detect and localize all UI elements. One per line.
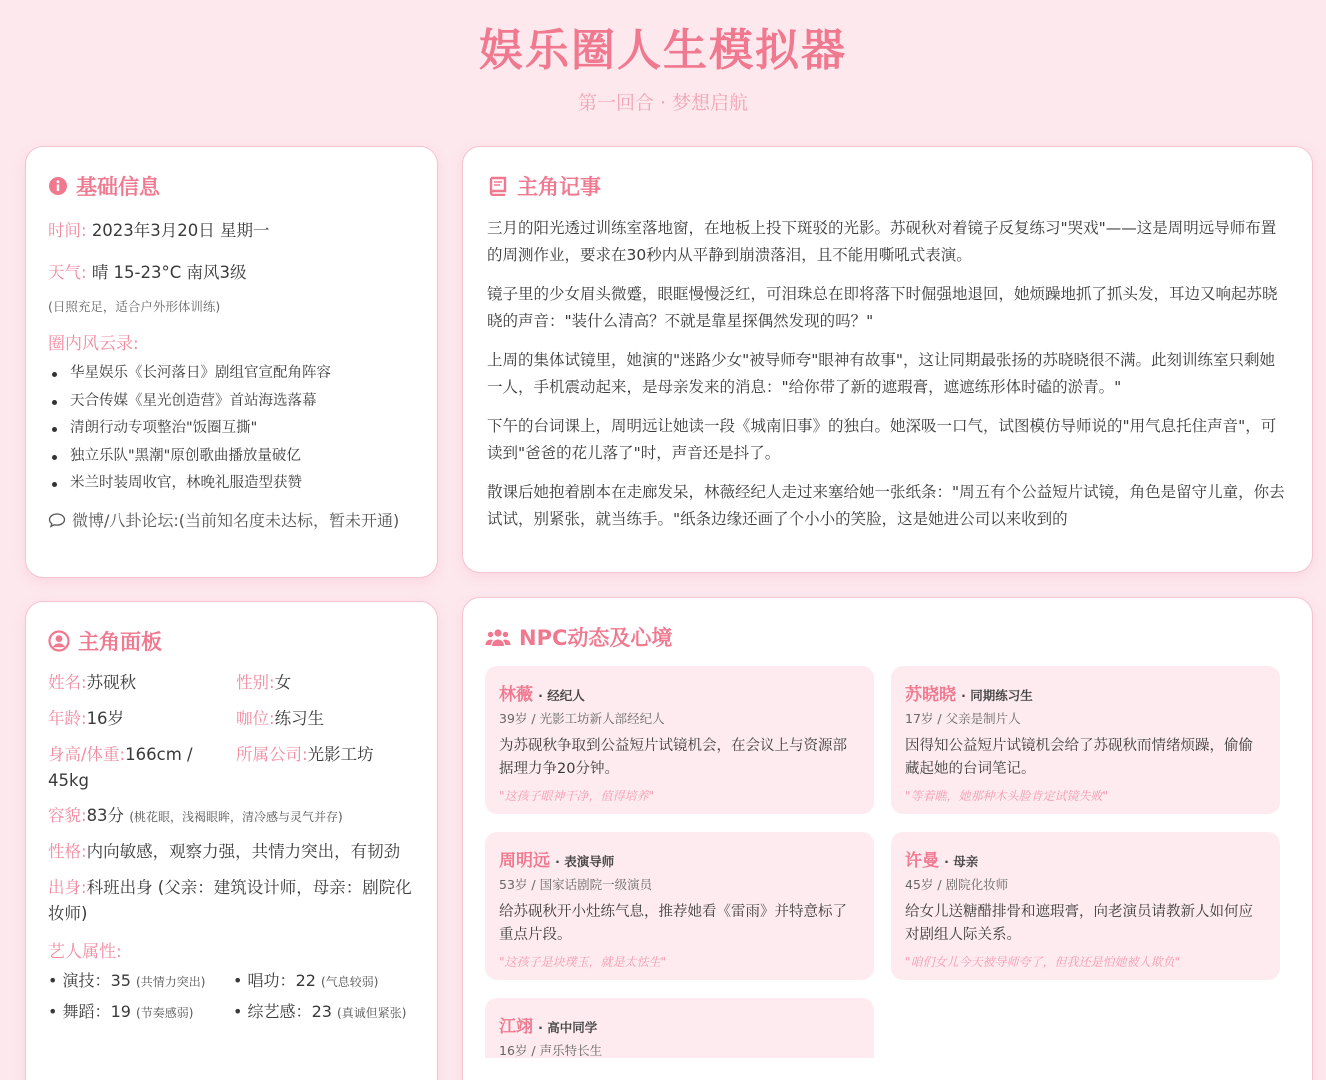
npc-action: 因得知公益短片试镜机会给了苏砚秋而情绪烦躁，偷偷藏起她的台词笔记。 <box>905 738 1253 777</box>
basic-info-header <box>48 171 415 201</box>
basic-info-title: 基础信息 <box>76 175 160 199</box>
profile-header <box>48 626 415 656</box>
name-label: 姓名: <box>48 673 87 692</box>
npc-quote: "咱们女儿今天被导师夸了，但我还是怕她被人欺负" <box>905 955 1181 969</box>
story-card <box>462 146 1313 573</box>
gender-field <box>236 670 415 696</box>
rank-value: 练习生 <box>274 709 325 728</box>
npc-name: 许曼 <box>905 851 939 871</box>
npc-role: · 经纪人 <box>538 688 585 703</box>
npc-meta: 45岁 / 剧院化妆师 <box>905 877 1009 892</box>
npc-action: 为苏砚秋争取到公益短片试镜机会，在会议上与资源部据理力争20分钟。 <box>499 738 847 777</box>
npc-meta: 53岁 / 国家话剧院一级演员 <box>499 877 653 892</box>
origin-label: 出身: <box>48 878 87 897</box>
basic-info-card <box>25 146 438 578</box>
origin-value: 科班出身 (父亲：建筑设计师，母亲：剧院化妆师) <box>48 878 412 923</box>
news-item: 清朗行动专项整治"饭圈互撕" <box>48 415 415 443</box>
user-circle-icon <box>48 630 70 652</box>
profile-title: 主角面板 <box>78 630 162 654</box>
height-field <box>48 742 236 794</box>
attrs-label: 艺人属性: <box>48 942 122 962</box>
personality-label: 性格: <box>48 842 87 861</box>
attr-value: 22 <box>295 971 316 990</box>
users-icon <box>485 627 511 647</box>
forum-text: 微博/八卦论坛:(当前知名度未达标，暂未开通) <box>72 510 400 530</box>
news-list <box>48 360 415 498</box>
attr-value: 23 <box>311 1002 332 1021</box>
weather-row <box>48 259 415 283</box>
attr-name: 舞蹈 <box>62 1002 95 1021</box>
npc-action: 给苏砚秋开小灶练气息，推荐她看《雷雨》并特意标了重点片段。 <box>499 904 847 943</box>
height-company-row <box>48 742 415 794</box>
name-field <box>48 670 236 696</box>
time-value: 2023年3月20日 星期一 <box>91 221 270 240</box>
story-title: 主角记事 <box>517 175 601 199</box>
npc-name: 林薇 <box>499 685 533 705</box>
npc-meta: 16岁 / 声乐特长生 <box>499 1043 603 1058</box>
company-value: 光影工坊 <box>307 745 374 764</box>
npc-card-jiangyi[interactable] <box>485 998 874 1058</box>
page-title: 娱乐圈人生模拟器 <box>479 25 847 76</box>
gender-label: 性别: <box>236 673 275 692</box>
story-paragraph: 镜子里的少女眉头微蹙，眼眶慢慢泛红，可泪珠总在即将落下时倔强地退回，她烦躁地抓了抓头发，耳边又响起苏晓晓的声音："装什么清高？不就是靠星探偶然发现的吗？" <box>487 285 1278 330</box>
npc-card-suxiaoxiao[interactable] <box>891 666 1280 814</box>
attr-dance: • 舞蹈：19 (节奏感弱) <box>48 1002 194 1021</box>
page-subtitle: 第一回合 · 梦想启航 <box>577 92 749 114</box>
weather-note: (日照充足，适合户外形体训练) <box>48 299 221 314</box>
weather-value: 晴 15-23°C 南风3级 <box>91 263 247 282</box>
story-paragraph: 三月的阳光透过训练室落地窗，在地板上投下斑驳的光影。苏砚秋对着镜子反复练习"哭戏"——这是周明远导师布置的周测作业，要求在30秒内从平静到崩溃落泪，且不能用嘶吼式表演。 <box>487 219 1277 264</box>
attr-value: 19 <box>110 1002 131 1021</box>
time-label: 时间: <box>48 221 87 240</box>
npc-card-linwei[interactable] <box>485 666 874 814</box>
npc-quote: "等着瞧，她那种木头脸肯定试镜失败" <box>905 789 1109 803</box>
height-value: 166cm / 45kg <box>48 745 193 790</box>
age-field <box>48 706 236 732</box>
npc-card-xuman[interactable] <box>891 832 1280 980</box>
attr-note: (节奏感弱) <box>136 1006 194 1020</box>
story-paragraph: 上周的集体试镜里，她演的"迷路少女"被导师夸"眼神有故事"，这让同期最张扬的苏晓晓很不满。此刻训练室只剩她一人，手机震动起来，是母亲发来的消息："给你带了新的遮瑕膏，遮遮练形体时磕的淤青。" <box>487 351 1276 396</box>
personality-value: 内向敏感，观察力强，共情力突出，有韧劲 <box>86 842 401 861</box>
time-row <box>48 217 415 241</box>
npc-role: · 同期练习生 <box>961 688 1033 703</box>
npc-role: · 高中同学 <box>538 1020 598 1035</box>
looks-note: (桃花眼，浅褐眼眸，清冷感与灵气并存) <box>129 810 343 824</box>
story-paragraph: 散课后她抱着剧本在走廊发呆，林薇经纪人走过来塞给她一张纸条："周五有个公益短片试镜，角色是留守儿童，你去试试，别紧张，就当练手。"纸条边缘还画了个小小的笑脸，这是她进公司以来收到的 <box>487 483 1285 528</box>
looks-row <box>48 803 415 830</box>
attr-name: 综艺感 <box>247 1002 296 1021</box>
npc-quote: "这孩子是块璞玉，就是太怯生" <box>499 955 667 969</box>
age-rank-row <box>48 706 415 732</box>
npc-card-zhoumingyuan[interactable] <box>485 832 874 980</box>
age-value: 16岁 <box>86 709 125 728</box>
npc-meta: 39岁 / 光影工坊新人部经纪人 <box>499 711 665 726</box>
attr-value: 35 <box>110 971 131 990</box>
news-item: 独立乐队"黑潮"原创歌曲播放量破亿 <box>48 443 415 471</box>
npc-role: · 表演导师 <box>555 854 615 869</box>
news-item: 米兰时装周收官，林晚礼服造型获赞 <box>48 470 415 498</box>
npc-name: 江翊 <box>499 1017 533 1037</box>
attr-note: (气息较弱) <box>321 975 379 989</box>
personality-row <box>48 839 415 865</box>
news-item: 华星娱乐《长河落日》剧组官宣配角阵容 <box>48 360 415 388</box>
npc-card <box>462 597 1313 1080</box>
npc-header <box>485 622 1290 652</box>
attr-variety: • 综艺感：23 (真诚但紧张) <box>233 1002 407 1021</box>
looks-value: 83分 <box>86 806 125 825</box>
attr-note: (真诚但紧张) <box>337 1006 407 1020</box>
attrs-grid <box>48 970 415 1024</box>
npc-title: NPC动态及心境 <box>519 626 673 650</box>
npc-action: 给女儿送糖醋排骨和遮瑕膏，向老演员请教新人如何应对剧组人际关系。 <box>905 904 1253 943</box>
name-value: 苏砚秋 <box>86 673 137 692</box>
attr-singing: • 唱功：22 (气息较弱) <box>233 971 379 990</box>
profile-card <box>25 601 438 1080</box>
name-gender-row <box>48 670 415 696</box>
forum-row <box>48 508 415 534</box>
story-scroll-area[interactable] <box>487 215 1288 549</box>
story-paragraph: 下午的台词课上，周明远让她读一段《城南旧事》的独白。她深吸一口气，试图模仿导师说的"用气息托住声音"，可读到"爸爸的花儿落了"时，声音还是抖了。 <box>487 417 1277 462</box>
looks-label: 容貌: <box>48 806 87 825</box>
attr-name: 演技 <box>62 971 95 990</box>
attr-note: (共情力突出) <box>136 975 206 989</box>
news-item: 天合传媒《星光创造营》首站海选落幕 <box>48 388 415 416</box>
npc-meta: 17岁 / 父亲是制片人 <box>905 711 1021 726</box>
npc-name: 苏晓晓 <box>905 685 956 705</box>
rank-field <box>236 706 415 732</box>
origin-row <box>48 875 415 927</box>
news-label: 圈内风云录: <box>48 334 139 354</box>
attr-acting: • 演技：35 (共情力突出) <box>48 971 206 990</box>
npc-quote: "这孩子眼神干净，值得培养" <box>499 789 655 803</box>
story-header <box>487 171 1288 201</box>
attr-name: 唱功 <box>247 971 280 990</box>
book-icon <box>487 176 509 196</box>
company-label: 所属公司: <box>236 745 308 764</box>
height-label: 身高/体重: <box>48 745 126 764</box>
weather-label: 天气: <box>48 263 87 282</box>
gender-value: 女 <box>274 673 292 692</box>
age-label: 年龄: <box>48 709 87 728</box>
chat-bubble-icon <box>48 512 66 528</box>
rank-label: 咖位: <box>236 709 275 728</box>
company-field <box>236 742 415 794</box>
npc-name: 周明远 <box>499 851 550 871</box>
npc-role: · 母亲 <box>944 854 979 869</box>
info-icon <box>48 176 68 196</box>
